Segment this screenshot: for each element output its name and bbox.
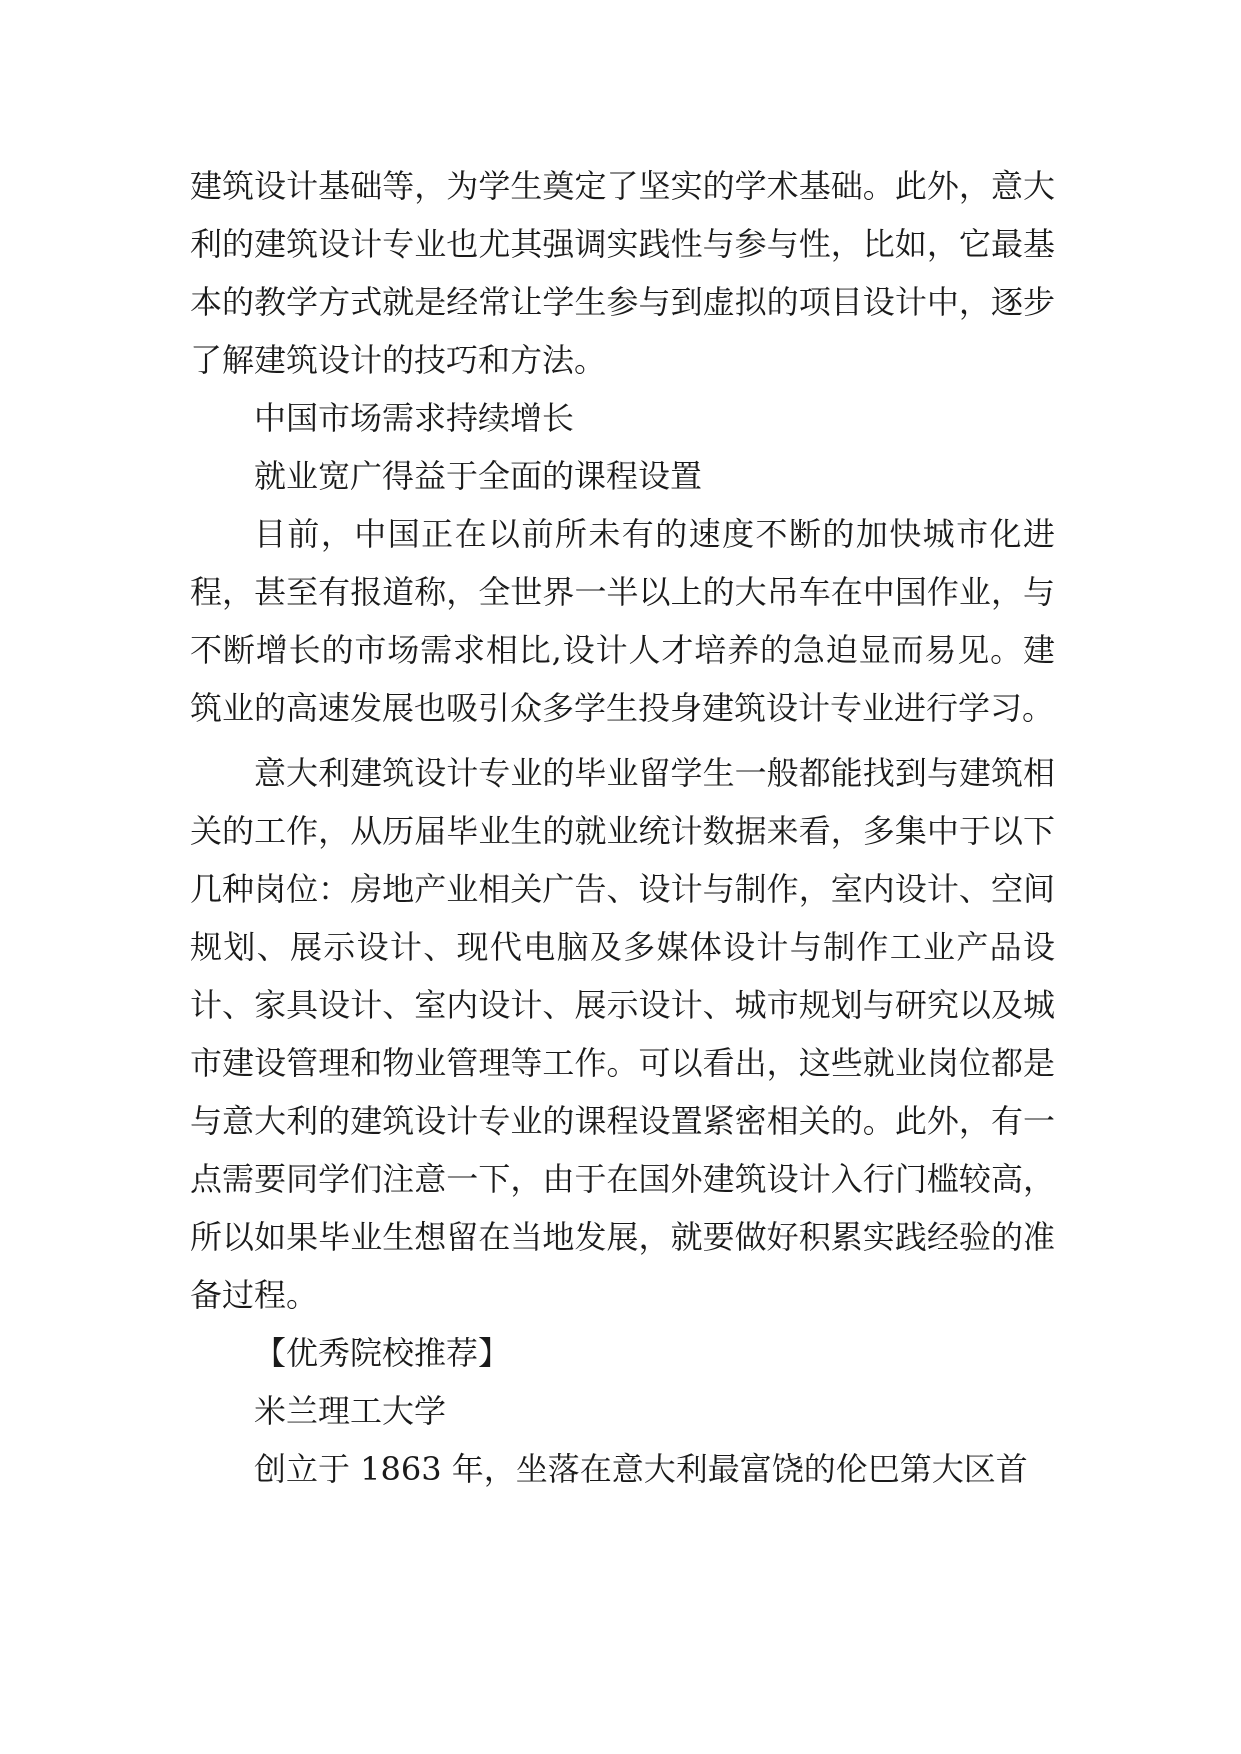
paragraph-intro-continued: 建筑设计基础等，为学生奠定了坚实的学术基础。此外，意大利的建筑设计专业也尤其强调实践性与参与性，比如，它最基本的教学方式就是经常让学生参与到虚拟的项目设计中，逐步了解建筑设计的技巧和方法。 — [190, 167, 1055, 379]
school-name-heading: 米兰理工大学 — [254, 1392, 447, 1430]
paragraph-market-demand: 目前，中国正在以前所未有的速度不断的加快城市化进程，甚至有报道称，全世界一半以上的大吊车在中国作业，与不断增长的市场需求相比,设计人才培养的急迫显而易见。建筑业的高速发展也吸引众多学生投身建筑设计专业进行学习。 — [190, 515, 1055, 727]
document-body — [190, 157, 1055, 1498]
paragraph-employment: 意大利建筑设计专业的毕业留学生一般都能找到与建筑相关的工作，从历届毕业生的就业统计数据来看，多集中于以下几种岗位：房地产业相关广告、设计与制作，室内设计、空间规划、展示设计、现代电脑及多媒体设计与制作工业产品设计、家具设计、室内设计、展示设计、城市规划与研究以及城市建设管理和物业管理等工作。可以看出，这些就业岗位都是与意大利的建筑设计专业的课程设置紧密相关的。此外，有一点需要同学们注意一下，由于在国外建筑设计入行门槛较高，所以如果毕业生想留在当地发展，就要做好积累实践经验的准备过程。 — [190, 754, 1055, 1314]
section-heading-employment: 就业宽广得益于全面的课程设置 — [254, 457, 703, 495]
section-heading-market-demand: 中国市场需求持续增长 — [254, 399, 575, 437]
paragraph-school-intro: 创立于 1863 年，坐落在意大利最富饶的伦巴第大区首 — [254, 1450, 1028, 1488]
recommended-schools-heading: 【优秀院校推荐】 — [254, 1334, 511, 1372]
